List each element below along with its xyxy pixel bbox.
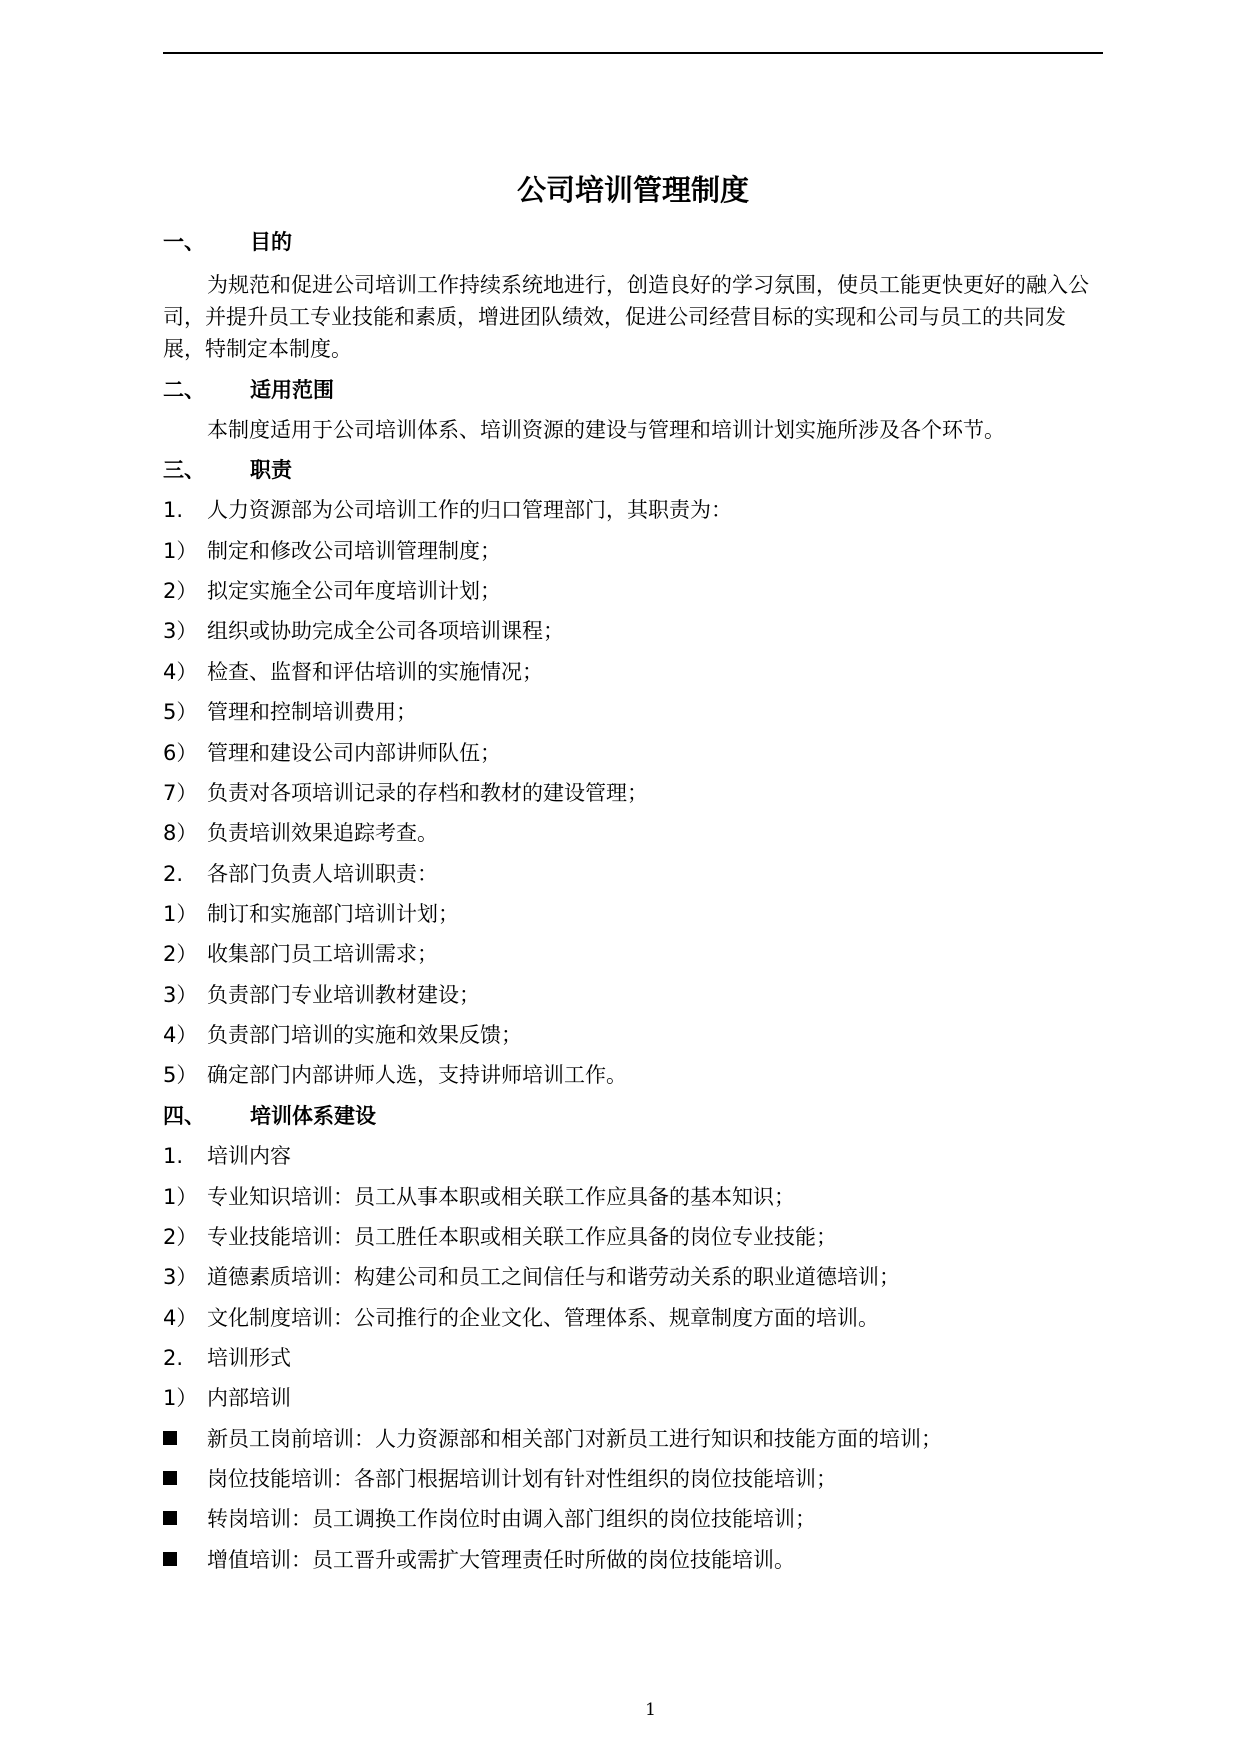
list-text: 管理和建设公司内部讲师队伍； — [207, 741, 501, 765]
list-text: 制定和修改公司培训管理制度； — [207, 539, 501, 563]
list-number: 3） — [163, 619, 198, 643]
section-number: 三、 — [163, 458, 205, 482]
list-number: 1. — [163, 1144, 184, 1168]
list-text: 确定部门内部讲师人选，支持讲师培训工作。 — [207, 1063, 627, 1087]
list-item — [163, 898, 459, 930]
square-bullet-icon — [163, 1511, 177, 1525]
list-number: 5） — [163, 1063, 198, 1087]
list-number: 1） — [163, 1185, 198, 1209]
list-text: 培训内容 — [207, 1144, 291, 1168]
list-item — [163, 979, 480, 1011]
list-text: 收集部门员工培训需求； — [207, 942, 438, 966]
list-text: 道德素质培训：构建公司和员工之间信任与和谐劳动关系的职业道德培训； — [207, 1265, 900, 1289]
list-text: 负责对各项培训记录的存档和教材的建设管理； — [207, 781, 648, 805]
list-item — [163, 494, 732, 526]
document-title: 公司培训管理制度 — [516, 173, 749, 207]
list-item — [163, 1261, 900, 1293]
section-number: 二、 — [163, 378, 205, 402]
list-item — [163, 858, 438, 890]
bullet-text: 转岗培训：员工调换工作岗位时由调入部门组织的岗位技能培训； — [207, 1507, 816, 1531]
bullet-item — [163, 1503, 816, 1535]
section-number: 一、 — [163, 230, 205, 254]
section-title: 适用范围 — [250, 378, 334, 402]
section-number: 四、 — [163, 1104, 205, 1128]
list-item — [163, 777, 648, 809]
list-number: 5） — [163, 700, 198, 724]
list-text: 专业技能培训：员工胜任本职或相关联工作应具备的岗位专业技能； — [207, 1225, 837, 1249]
list-text: 负责培训效果追踪考查。 — [207, 821, 438, 845]
list-number: 4） — [163, 1306, 198, 1330]
list-item — [163, 1342, 291, 1374]
page-number: 1 — [645, 1700, 656, 1720]
bullet-text: 新员工岗前培训：人力资源部和相关部门对新员工进行知识和技能方面的培训； — [207, 1427, 942, 1451]
list-number: 6） — [163, 741, 198, 765]
list-text: 人力资源部为公司培训工作的归口管理部门，其职责为： — [207, 498, 732, 522]
list-number: 1） — [163, 902, 198, 926]
section-heading-purpose — [163, 226, 292, 258]
list-text: 拟定实施全公司年度培训计划； — [207, 579, 501, 603]
bullet-item — [163, 1544, 795, 1576]
list-number: 2. — [163, 1346, 184, 1370]
list-text: 专业知识培训：员工从事本职或相关联工作应具备的基本知识； — [207, 1185, 795, 1209]
section-title: 目的 — [250, 230, 292, 254]
list-number: 1. — [163, 498, 184, 522]
list-item — [163, 575, 501, 607]
list-number: 2） — [163, 942, 198, 966]
list-item — [163, 1059, 627, 1091]
section-title: 培训体系建设 — [250, 1104, 376, 1128]
list-number: 3） — [163, 983, 198, 1007]
list-item — [163, 1382, 291, 1414]
square-bullet-icon — [163, 1431, 177, 1445]
list-number: 2） — [163, 579, 198, 603]
list-number: 8） — [163, 821, 198, 845]
purpose-paragraph: 为规范和促进公司培训工作持续系统地进行，创造良好的学习氛围，使员工能更快更好的融入公司，并提升员工专业技能和素质，增进团队绩效，促进公司经营目标的实现和公司与员工的共同发展，特制定本制度。 — [163, 273, 1089, 361]
list-text: 培训形式 — [207, 1346, 291, 1370]
square-bullet-icon — [163, 1471, 177, 1485]
list-item — [163, 696, 417, 728]
list-number: 4） — [163, 1023, 198, 1047]
list-number: 1） — [163, 539, 198, 563]
list-number: 1） — [163, 1386, 198, 1410]
list-text: 各部门负责人培训职责： — [207, 862, 438, 886]
list-number: 4） — [163, 660, 198, 684]
list-number: 2） — [163, 1225, 198, 1249]
list-item — [163, 737, 501, 769]
bullet-text: 岗位技能培训：各部门根据培训计划有针对性组织的岗位技能培训； — [207, 1467, 837, 1491]
section-heading-scope — [163, 374, 334, 406]
section-title: 职责 — [250, 458, 292, 482]
list-item — [163, 1019, 522, 1051]
scope-paragraph: 本制度适用于公司培训体系、培训资源的建设与管理和培训计划实施所涉及各个环节。 — [207, 418, 1005, 442]
list-item — [163, 535, 501, 567]
section-heading-duties — [163, 454, 292, 486]
list-text: 文化制度培训：公司推行的企业文化、管理体系、规章制度方面的培训。 — [207, 1306, 879, 1330]
bullet-item — [163, 1463, 837, 1495]
list-text: 管理和控制培训费用； — [207, 700, 417, 724]
list-number: 7） — [163, 781, 198, 805]
header-rule — [163, 52, 1103, 54]
list-item — [163, 615, 564, 647]
bullet-text: 增值培训：员工晋升或需扩大管理责任时所做的岗位技能培训。 — [207, 1548, 795, 1572]
list-text: 制订和实施部门培训计划； — [207, 902, 459, 926]
list-number: 2. — [163, 862, 184, 886]
list-text: 内部培训 — [207, 1386, 291, 1410]
list-item — [163, 938, 438, 970]
list-number: 3） — [163, 1265, 198, 1289]
list-text: 负责部门培训的实施和效果反馈； — [207, 1023, 522, 1047]
list-text: 组织或协助完成全公司各项培训课程； — [207, 619, 564, 643]
list-text: 检查、监督和评估培训的实施情况； — [207, 660, 543, 684]
list-item — [163, 1181, 795, 1213]
list-item — [163, 1140, 291, 1172]
square-bullet-icon — [163, 1552, 177, 1566]
list-item — [163, 1221, 837, 1253]
list-text: 负责部门专业培训教材建设； — [207, 983, 480, 1007]
list-item — [163, 1302, 879, 1334]
section-heading-system — [163, 1100, 376, 1132]
bullet-item — [163, 1423, 942, 1455]
list-item — [163, 817, 438, 849]
list-item — [163, 656, 543, 688]
